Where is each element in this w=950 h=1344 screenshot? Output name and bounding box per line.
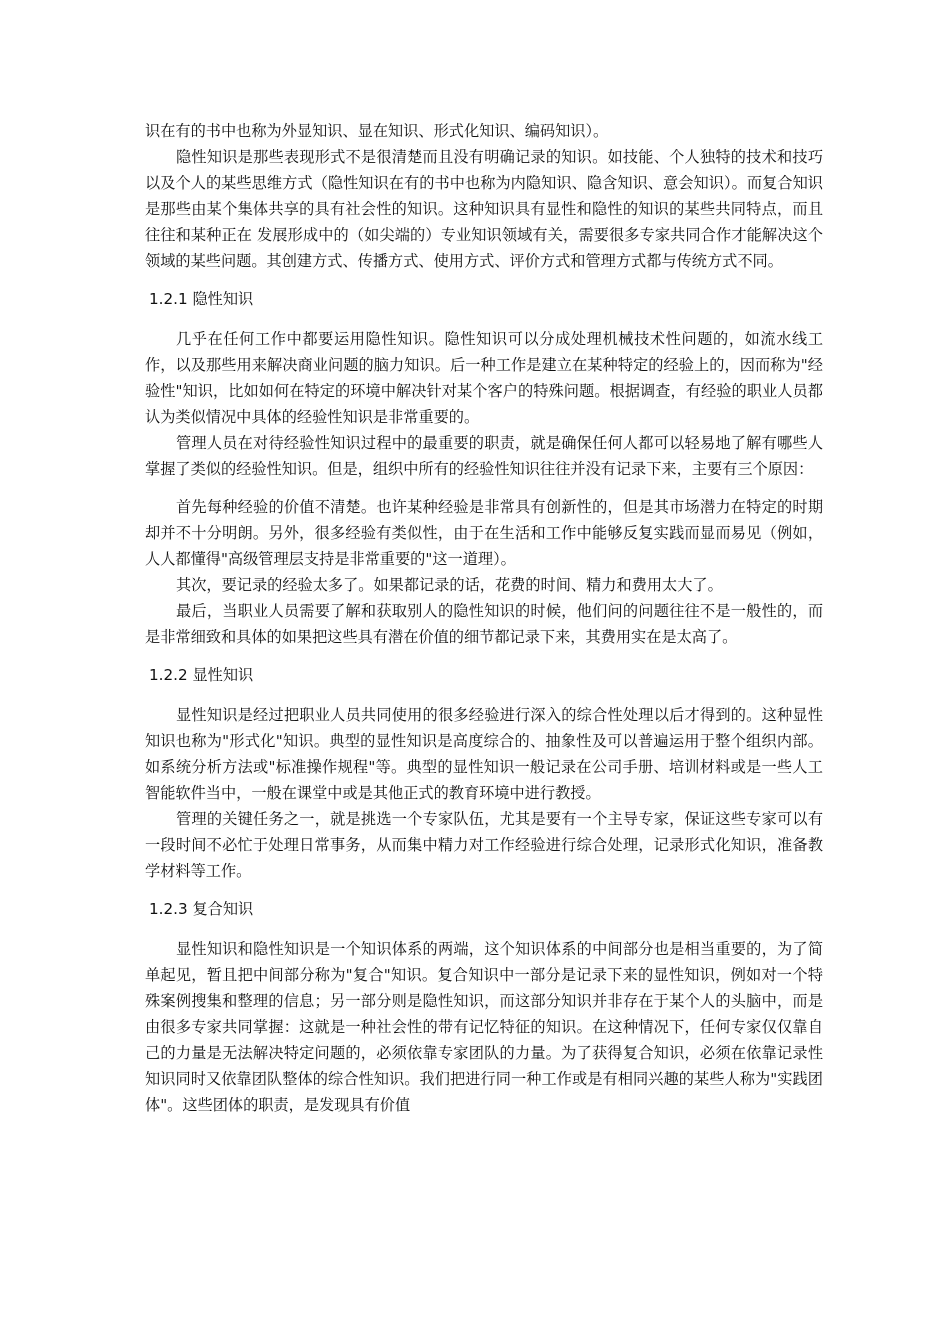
section-heading-tacit-knowledge: 1.2.1 隐性知识 [149, 290, 254, 308]
section-heading-compound-knowledge: 1.2.3 复合知识 [149, 900, 254, 918]
paragraph-tacit-explicit-definition: 隐性知识是那些表现形式不是很清楚而且没有明确记录的知识。如技能、个人独特的技术和技巧以及个人的某些思维方式（隐性知识在有的书中也称为内隐知识、隐含知识、意会知识）。而复合知识是那些由某个集体共享的具有社会性的知识。这种知识具有显性和隐性的知识的某些共同特点，而且往往和某种正在 发展形成中的（如尖端的）专业知识领域有关，需要很多专家共同合作才能解决这个领域的某些问题。其创建方式、传播方式、使用方式、评价方式和管理方式都与传统方式不同。 [145, 148, 823, 270]
paragraph-reason-second: 其次，要记录的经验太多了。如果都记录的话，花费的时间、精力和费用太大了。 [176, 576, 723, 594]
paragraph-tacit-usage: 几乎在任何工作中都要运用隐性知识。隐性知识可以分成处理机械技术性问题的，如流水线工作，以及那些用来解决商业问题的脑力知识。后一种工作是建立在某种特定的经验上的，因而称为"经验性"知识，比如如何在特定的环境中解决针对某个客户的特殊问题。根据调查，有经验的职业人员都认为类似情况中具体的经验性知识是非常重要的。 [145, 330, 823, 426]
paragraph-manager-duty: 管理人员在对待经验性知识过程中的最重要的职责，就是确保任何人都可以轻易地了解有哪些人掌握了类似的经验性知识。但是，组织中所有的经验性知识往往并没有记录下来，主要有三个原因： [145, 434, 823, 478]
paragraph-continuation: 识在有的书中也称为外显知识、显在知识、形式化知识、编码知识）。 [145, 122, 609, 140]
paragraph-explicit-definition: 显性知识是经过把职业人员共同使用的很多经验进行深入的综合性处理以后才得到的。这种显性知识也称为"形式化"知识。典型的显性知识是高度综合的、抽象性及可以普遍运用于整个组织内部。如系统分析方法或"标准操作规程"等。典型的显性知识一般记录在公司手册、培训材料或是一些人工智能软件当中，一般在课堂中或是其他正式的教育环境中进行教授。 [145, 706, 823, 802]
paragraph-compound-definition: 显性知识和隐性知识是一个知识体系的两端，这个知识体系的中间部分也是相当重要的，为了简单起见，暂且把中间部分称为"复合"知识。复合知识中一部分是记录下来的显性知识，例如对一个特殊案例搜集和整理的信息；另一部分则是隐性知识，而这部分知识并非存在于某个人的头脑中，而是由很多专家共同掌握：这就是一种社会性的带有记忆特征的知识。在这种情况下，任何专家仅仅靠自己的力量是无法解决特定问题的，必须依靠专家团队的力量。为了获得复合知识，必须在依靠记录性知识同时又依靠团队整体的综合性知识。我们把进行同一种工作或是有相同兴趣的某些人称为"实践团体"。这些团体的职责，是发现具有价值 [145, 940, 823, 1114]
document-page [145, 118, 823, 1118]
section-heading-explicit-knowledge: 1.2.2 显性知识 [149, 666, 254, 684]
paragraph-reason-first: 首先每种经验的价值不清楚。也许某种经验是非常具有创新性的，但是其市场潜力在特定的时期却并不十分明朗。另外，很多经验有类似性，由于在生活和工作中能够反复实践而显而易见（例如，人人都懂得"高级管理层支持是非常重要的"这一道理）。 [145, 498, 823, 568]
paragraph-reason-last: 最后，当职业人员需要了解和获取别人的隐性知识的时候，他们问的问题往往不是一般性的，而是非常细致和具体的如果把这些具有潜在价值的细节都记录下来，其费用实在是太高了。 [145, 602, 823, 646]
paragraph-management-task: 管理的关键任务之一，就是挑选一个专家队伍，尤其是要有一个主导专家，保证这些专家可以有一段时间不必忙于处理日常事务，从而集中精力对工作经验进行综合处理，记录形式化知识，准备教学材料等工作。 [145, 810, 823, 880]
